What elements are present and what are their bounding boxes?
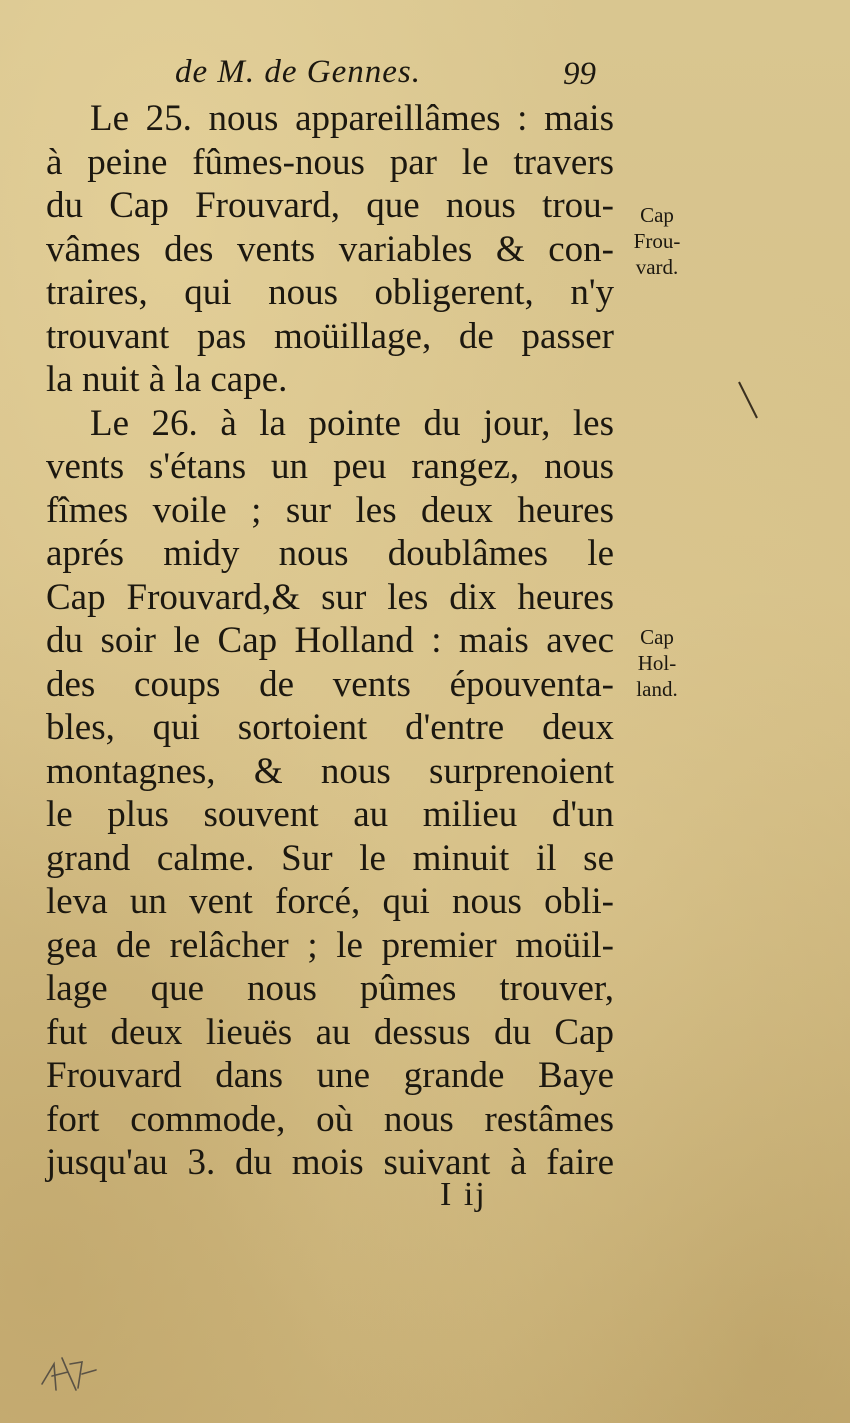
- text-line: des coups de vents épouventa-: [46, 663, 614, 705]
- text-line: trouvant pas moüillage, de passer: [46, 315, 614, 357]
- text-line: vents s'étans un peu rangez, nous: [46, 446, 614, 487]
- sidenote-line: land.: [636, 677, 678, 701]
- text-line: du Cap Frouvard, que nous trou-: [46, 185, 614, 226]
- text-line: bles, qui sortoient d'entre deux: [46, 707, 614, 748]
- text-line: fut deux lieuës au dessus du Cap: [46, 1011, 614, 1053]
- text-line: gea de relâcher ; le premier moüil-: [46, 924, 614, 966]
- body-text: [46, 97, 614, 1185]
- text-line: à peine fûmes-nous par le travers: [46, 141, 614, 183]
- text-line: Le 25. nous appareillâmes : mais: [90, 98, 614, 139]
- sidenote-cap-holland: [624, 624, 690, 702]
- sidenote-cap-frouvard: [624, 202, 690, 280]
- sidenote-line: Cap: [640, 203, 674, 227]
- running-title: de M. de Gennes.: [175, 54, 422, 90]
- text-line: Cap Frouvard,& sur les dix heures: [46, 576, 614, 618]
- signature-mark: I ij: [440, 1176, 487, 1213]
- text-line: montagnes, & nous surprenoient: [46, 750, 614, 792]
- text-line: traires, qui nous obligerent, n'y: [46, 272, 614, 313]
- handwritten-pencil-mark: [38, 1350, 108, 1400]
- text-line: Frouvard dans une grande Baye: [46, 1055, 614, 1096]
- text-line: leva un vent forcé, qui nous obli-: [46, 881, 614, 922]
- sidenote-line: vard.: [635, 255, 679, 279]
- text-line: Le 26. à la pointe du jour, les: [90, 402, 614, 444]
- page-number: 99: [563, 56, 596, 92]
- text-line: jusqu'au 3. du mois suivant à faire: [46, 1142, 614, 1183]
- sidenote-line: Cap: [640, 625, 674, 649]
- text-line: lage que nous pûmes trouver,: [46, 968, 614, 1009]
- sidenote-line: Hol-: [637, 651, 677, 675]
- text-line: le plus souvent au milieu d'un: [46, 794, 614, 835]
- sidenote-line: Frou-: [633, 229, 681, 253]
- text-line: grand calme. Sur le minuit il se: [46, 837, 614, 879]
- text-line: vâmes des vents variables & con-: [46, 228, 614, 270]
- text-line: du soir le Cap Holland : mais avec: [46, 620, 614, 661]
- ink-stroke-mark: [735, 378, 765, 428]
- running-head: [175, 54, 615, 98]
- text-line: fort commode, où nous restâmes: [46, 1098, 614, 1140]
- text-line: la nuit à la cape.: [46, 359, 288, 400]
- text-line: aprés midy nous doublâmes le: [46, 533, 614, 574]
- text-line: fîmes voile ; sur les deux heures: [46, 489, 614, 531]
